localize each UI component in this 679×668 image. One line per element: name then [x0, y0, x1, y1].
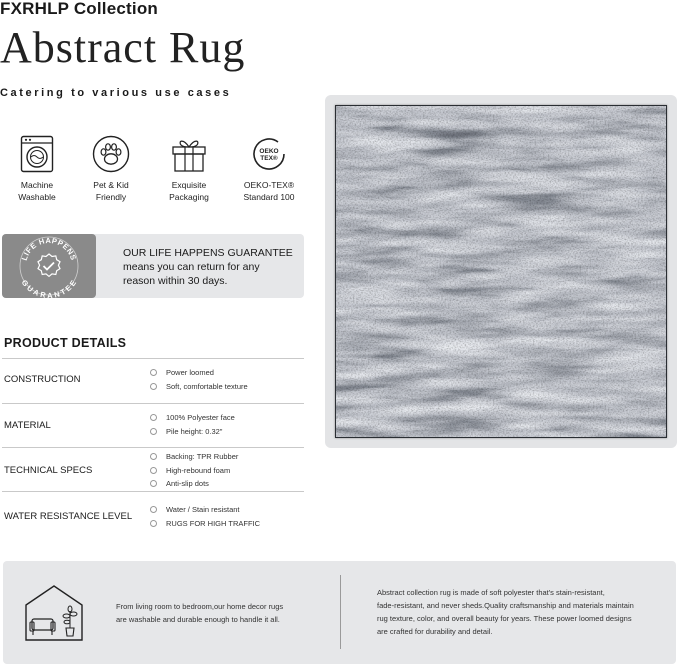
spec-label: WATER RESISTANCE LEVEL	[4, 511, 133, 522]
bullet-circle-icon	[150, 428, 157, 435]
spec-row-material	[2, 403, 304, 448]
guarantee-headline: OUR LIFE HAPPENS GUARANTEE	[123, 247, 293, 259]
text-line: rug texture, color, and overall beauty for years. These power loomed designs	[377, 614, 632, 623]
feature-pet-kid-friendly	[74, 135, 148, 203]
paw-icon	[92, 135, 130, 173]
guarantee-text	[123, 246, 293, 288]
guarantee-line: means you can return for any	[123, 261, 260, 273]
bullet-circle-icon	[150, 480, 157, 487]
spec-item: Anti-slip dots	[150, 477, 238, 491]
feature-label: Standard 100	[243, 192, 295, 202]
feature-label: Pet & Kid	[93, 180, 129, 190]
feature-label: Exquisite	[171, 180, 207, 190]
bullet-circle-icon	[150, 453, 157, 460]
spec-item: High-rebound foam	[150, 464, 238, 478]
rug-image	[335, 105, 667, 438]
svg-text:TEX®: TEX®	[260, 155, 278, 162]
guarantee-badge-icon	[2, 234, 96, 298]
bullet-circle-icon	[150, 414, 157, 421]
svg-text:GUARANTEE: GUARANTEE	[19, 278, 79, 298]
spec-label: CONSTRUCTION	[4, 374, 81, 385]
gift-box-icon	[171, 135, 207, 173]
feature-exquisite-packaging	[152, 135, 226, 203]
bullet-circle-icon	[150, 369, 157, 376]
feature-machine-washable	[0, 135, 74, 203]
spec-item: Water / Stain resistant	[150, 503, 260, 517]
feature-label: OEKO-TEX®	[243, 180, 295, 190]
text-line: Abstract collection rug is made of soft polyester that's stain-resistant,	[377, 588, 605, 597]
spec-row-water-resistance	[2, 491, 304, 536]
spec-item: Soft, comfortable texture	[150, 380, 248, 394]
feature-label: Washable	[18, 192, 56, 202]
feature-label: Machine	[20, 180, 54, 190]
guarantee-banner	[2, 234, 304, 298]
bottom-banner	[3, 561, 676, 664]
house-armchair-icon	[23, 583, 85, 643]
svg-text:LIFE HAPPENS: LIFE HAPPENS	[19, 235, 79, 262]
spec-item: RUGS FOR HIGH TRAFFIC	[150, 517, 260, 531]
brand-name: FXRHLP Collection	[0, 0, 158, 18]
spec-item: Backing: TPR Rubber	[150, 450, 238, 464]
product-details-title: PRODUCT DETAILS	[4, 336, 127, 350]
spec-item: Pile height: 0.32"	[150, 425, 235, 439]
spec-values	[150, 450, 238, 491]
text-line: are washable and durable enough to handle it all.	[116, 615, 280, 624]
text-line: fade-resistant, and never sheds.Quality craftsmanship and materials maintain	[377, 601, 634, 610]
spec-item: 100% Polyester face	[150, 411, 235, 425]
feature-label: Friendly	[95, 192, 127, 202]
bottom-right-text	[377, 586, 662, 638]
spec-label: MATERIAL	[4, 420, 51, 431]
oeko-tex-icon	[250, 135, 288, 173]
bullet-circle-icon	[150, 383, 157, 390]
spec-item: Power loomed	[150, 366, 248, 380]
svg-text:OEKO: OEKO	[259, 148, 279, 155]
bullet-circle-icon	[150, 506, 157, 513]
text-line: From living room to bedroom,our home decor rugs	[116, 602, 284, 611]
feature-oeko-tex	[232, 135, 306, 203]
page-title: Abstract Rug	[0, 23, 246, 72]
spec-row-technical	[2, 447, 304, 492]
page-subtitle: Catering to various use cases	[0, 87, 232, 99]
text-line: are crafted for durability and detail.	[377, 627, 493, 636]
spec-values	[150, 411, 235, 438]
washing-machine-icon	[20, 135, 54, 173]
bottom-left-text	[116, 600, 336, 626]
bullet-circle-icon	[150, 520, 157, 527]
feature-label: Packaging	[169, 192, 209, 202]
spec-values	[150, 503, 260, 530]
guarantee-line: reason within 30 days.	[123, 275, 228, 287]
spec-row-construction	[2, 358, 304, 404]
guarantee-seal	[2, 234, 96, 298]
divider	[340, 575, 341, 649]
bullet-circle-icon	[150, 467, 157, 474]
spec-label: TECHNICAL SPECS	[4, 465, 93, 476]
spec-values	[150, 366, 248, 393]
rug-image-frame	[325, 95, 677, 448]
